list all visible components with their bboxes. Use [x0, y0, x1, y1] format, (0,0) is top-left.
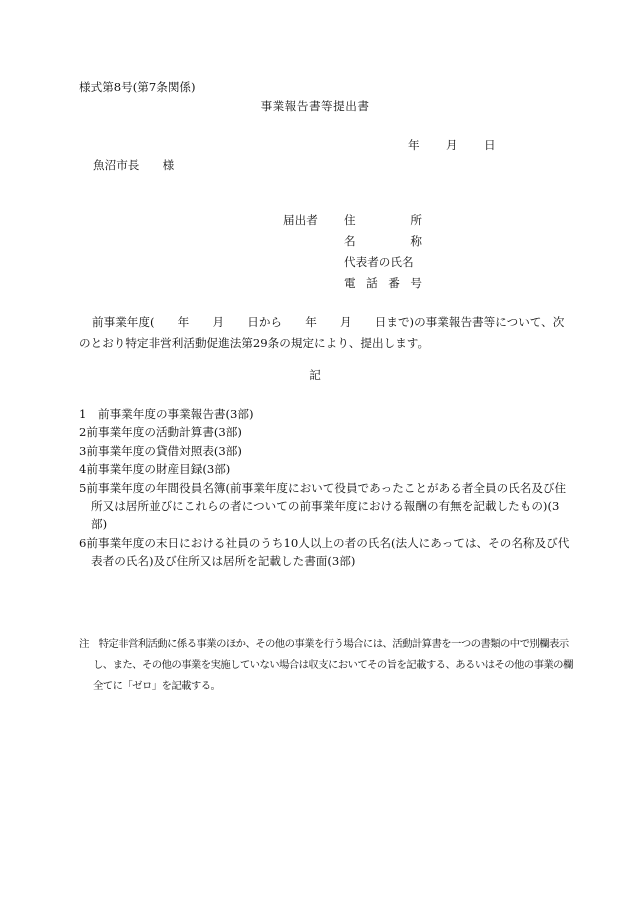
addressee: 魚沼市長 様 [93, 158, 175, 172]
date-year: 年 [408, 138, 420, 152]
document-title: 事業報告書等提出書 [260, 99, 370, 113]
address-label: 住所 [344, 213, 422, 227]
date-line [408, 140, 496, 152]
ki-heading: 記 [309, 368, 321, 382]
phone-label: 電話番号 [344, 276, 422, 290]
representative-label: 代表者の氏名 [344, 255, 414, 269]
list-item: 5前事業年度の年間役員名簿(前事業年度において役員であったことがある者全員の氏名及び住所又は居所並びにこれらの者についての前事業年度における報酬の有無を記載したもの)(3部) [79, 480, 567, 532]
name-label: 名称 [344, 234, 422, 248]
form-number: 様式第8号(第7条関係) [79, 80, 196, 94]
list-item: 4前事業年度の財産目録(3部) [79, 462, 231, 477]
item-list [79, 405, 574, 571]
body-paragraph: 前事業年度( 年 月 日から 年 月 日まで)の事業報告書等について、次のとおり特定非営利活動促進法第29条の規定により、提出します。 [79, 315, 565, 350]
list-item: 2前事業年度の活動計算書(3部) [79, 425, 242, 440]
footnote-text: 注 特定非営利活動に係る事業のほか、その他の事業を行う場合には、活動計算書を一つの書類の中で別欄表示し、また、その他の事業を実施していない場合は収支においてその旨を記載する、あるいはその他の事業の欄全てに「ゼロ」を記載する。 [79, 638, 573, 692]
submitter-fields [344, 215, 422, 299]
list-item: 1 前事業年度の事業報告書(3部) [79, 407, 254, 421]
date-day: 日 [484, 138, 496, 152]
date-month: 月 [446, 138, 458, 152]
submitter-label: 届出者 [283, 213, 318, 227]
list-item: 3前事業年度の貸借対照表(3部) [79, 443, 242, 458]
footnote [79, 634, 579, 697]
list-item: 6前事業年度の末日における社員のうち10人以上の者の氏名(法人にあっては、その名称及び代表者の氏名)及び住所又は居所を記載した書面(3部) [79, 535, 570, 569]
